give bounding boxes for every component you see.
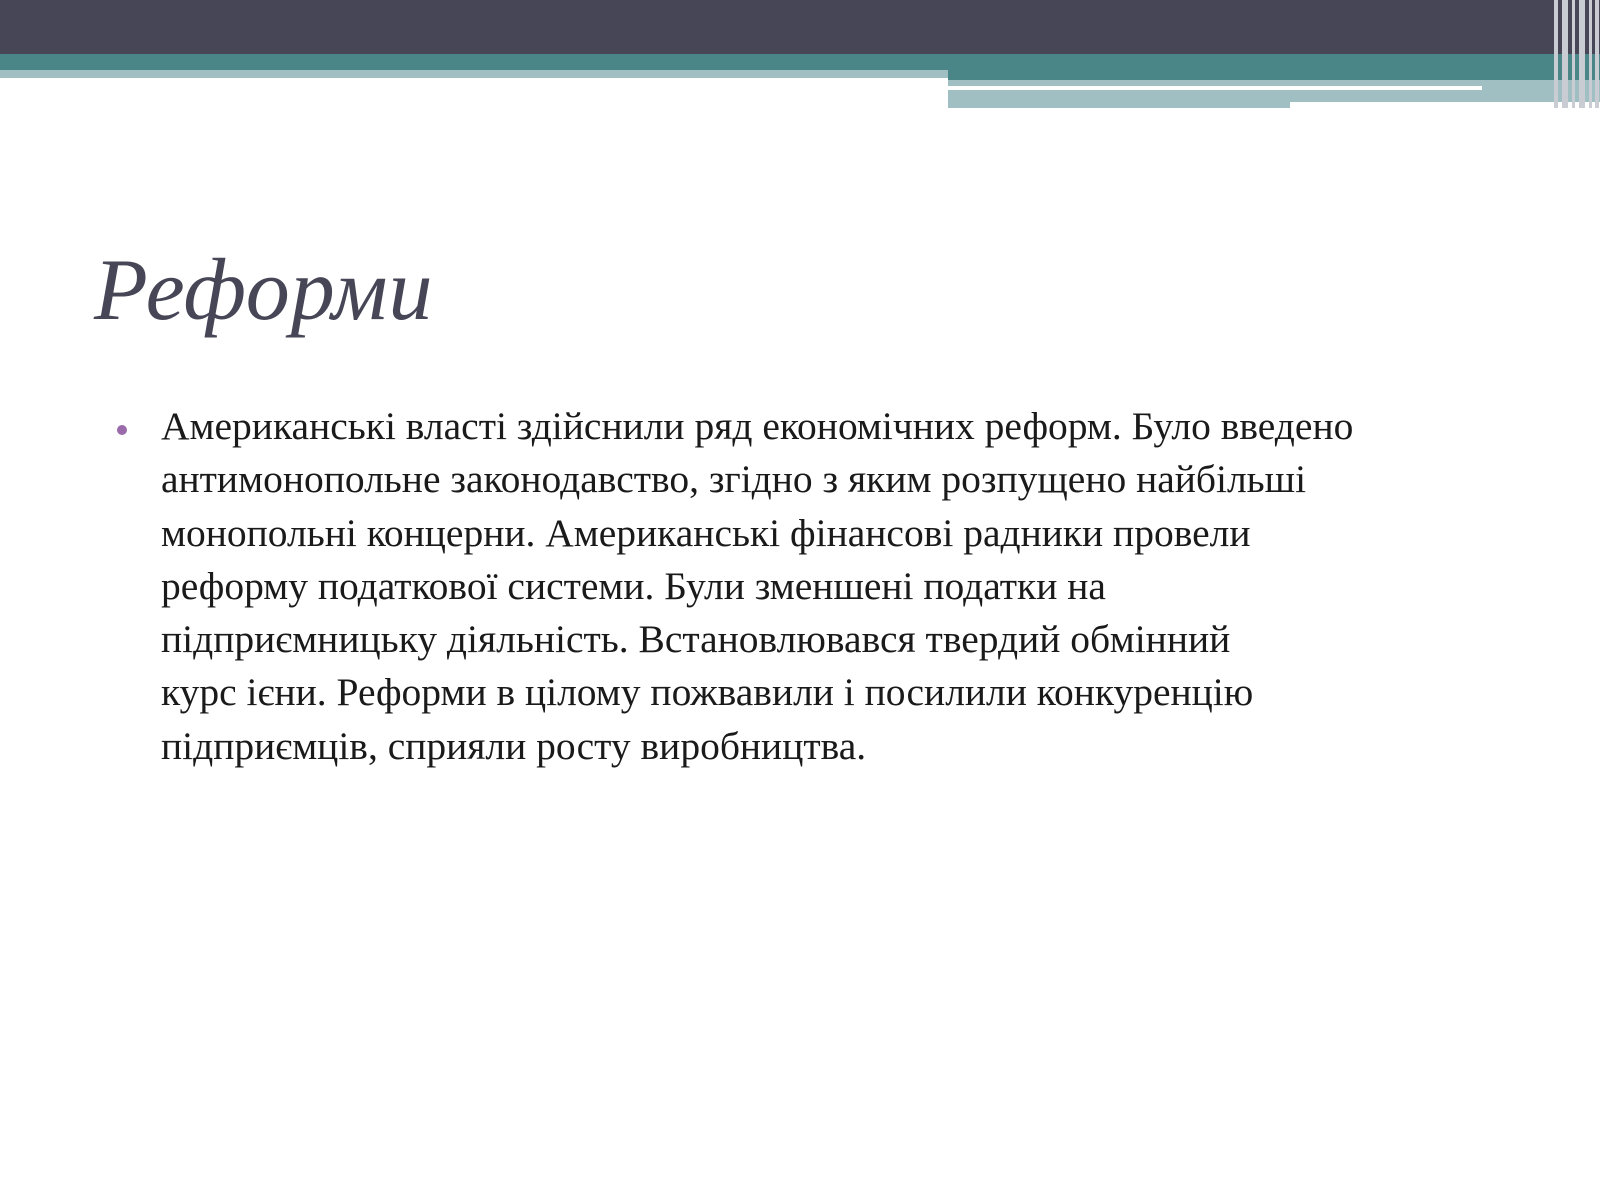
bullet-text-line: підприємців, сприяли росту виробництва. [161,723,867,768]
bullet-text-line: монопольні концерни. Американські фінансові радники провели [161,510,1251,555]
slide-body [113,400,1513,773]
bullet-text-line: підприємницьку діяльність. Встановлювався твердий обмінний [161,617,1231,662]
bullet-item [113,400,1513,773]
slide-title: Реформи [94,242,434,339]
bullet-text-line: антимонопольне законодавство, згідно з яким розпущено найбільші [161,457,1307,502]
bullet-dot-icon [117,425,127,435]
header-band-teal [0,54,1600,70]
header-accent-line [948,86,1482,90]
bullet-text-line: реформу податкової системи. Були зменшені податки на [161,563,1106,608]
header-band-dark [0,0,1600,54]
header-band-light-left [0,70,948,78]
bullet-text-line: курс ієни. Реформи в цілому пожвавили і посилили конкуренцію [161,670,1254,715]
header-edge-stripes [1552,0,1600,108]
header-band-teal-right [948,70,1600,80]
bullet-text-line: Американські власті здійснили ряд економічних реформ. Було введено [161,404,1354,448]
